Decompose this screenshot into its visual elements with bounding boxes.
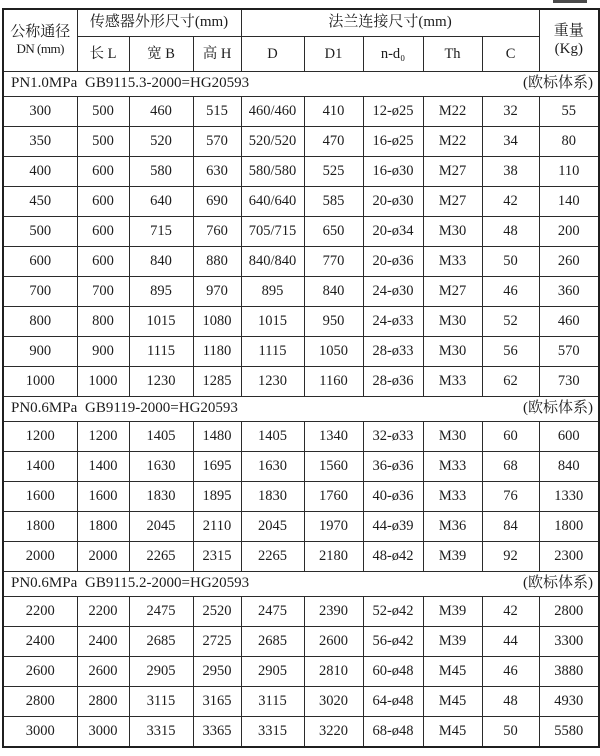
table-cell: 1050 xyxy=(304,337,363,367)
table-cell: 1405 xyxy=(241,422,304,452)
table-cell: 62 xyxy=(482,367,539,397)
table-cell: 1560 xyxy=(304,452,363,482)
table-cell: 1015 xyxy=(129,307,193,337)
table-cell: M22 xyxy=(423,127,482,157)
table-cell: 2045 xyxy=(129,512,193,542)
table-cell: M45 xyxy=(423,657,482,687)
table-cell: 20-ø36 xyxy=(363,247,423,277)
table-cell: 600 xyxy=(77,247,129,277)
table-cell: 200 xyxy=(539,217,599,247)
table-cell: 760 xyxy=(193,217,241,247)
section-row xyxy=(3,572,599,597)
table-cell: 640 xyxy=(129,187,193,217)
table-cell: M39 xyxy=(423,597,482,627)
table-cell: 3020 xyxy=(304,687,363,717)
table-cell: 2800 xyxy=(539,597,599,627)
table-cell: 2475 xyxy=(129,597,193,627)
pressure-rating-label: PN0.6MPa xyxy=(11,400,78,417)
table-cell: 520 xyxy=(129,127,193,157)
table-cell: 1600 xyxy=(77,482,129,512)
table-cell: 1800 xyxy=(539,512,599,542)
table-cell: 500 xyxy=(77,97,129,127)
table-row xyxy=(3,657,599,687)
table-cell: 2685 xyxy=(241,627,304,657)
pressure-rating-label: PN1.0MPa xyxy=(11,75,78,92)
table-cell: M30 xyxy=(423,217,482,247)
standard-code-label: GB9115.2-2000=HG20593 xyxy=(85,575,250,592)
table-cell: 2200 xyxy=(3,597,77,627)
header-nominal-diameter xyxy=(3,9,77,72)
table-cell: 2200 xyxy=(77,597,129,627)
table-cell: 3000 xyxy=(3,717,77,748)
table-cell: 410 xyxy=(304,97,363,127)
header-n-d0: n-d₀ xyxy=(363,37,423,72)
table-cell: 2110 xyxy=(193,512,241,542)
table-cell: 2000 xyxy=(3,542,77,572)
table-cell: 1160 xyxy=(304,367,363,397)
header-c: C xyxy=(482,37,539,72)
table-cell: M45 xyxy=(423,717,482,748)
table-cell: 900 xyxy=(3,337,77,367)
table-cell: 2400 xyxy=(77,627,129,657)
table-cell: 2600 xyxy=(3,657,77,687)
table-row xyxy=(3,157,599,187)
table-cell: M30 xyxy=(423,337,482,367)
table-cell: 2315 xyxy=(193,542,241,572)
table-cell: 2520 xyxy=(193,597,241,627)
header-length-l: 长 L xyxy=(77,37,129,72)
table-cell: 3165 xyxy=(193,687,241,717)
table-cell: 2810 xyxy=(304,657,363,687)
table-body xyxy=(3,72,599,748)
table-row xyxy=(3,97,599,127)
table-cell: 110 xyxy=(539,157,599,187)
table-cell: 3315 xyxy=(241,717,304,748)
table-cell: 80 xyxy=(539,127,599,157)
table-cell: M39 xyxy=(423,627,482,657)
table-cell: 16-ø30 xyxy=(363,157,423,187)
table-cell: 1330 xyxy=(539,482,599,512)
section-row xyxy=(3,72,599,97)
header-sensor-dimensions-group: 传感器外形尺寸(mm) xyxy=(77,9,241,37)
table-cell: 1180 xyxy=(193,337,241,367)
table-cell: 2725 xyxy=(193,627,241,657)
table-cell: 570 xyxy=(193,127,241,157)
standard-system-label: (欧标体系) xyxy=(523,400,594,417)
table-cell: 84 xyxy=(482,512,539,542)
table-cell: 4930 xyxy=(539,687,599,717)
table-cell: 3315 xyxy=(129,717,193,748)
table-cell: 46 xyxy=(482,277,539,307)
table-cell: 56-ø42 xyxy=(363,627,423,657)
table-cell: 600 xyxy=(539,422,599,452)
table-cell: 1830 xyxy=(241,482,304,512)
table-cell: 2265 xyxy=(241,542,304,572)
table-cell: 1760 xyxy=(304,482,363,512)
table-cell: 360 xyxy=(539,277,599,307)
header-height-h: 高 H xyxy=(193,37,241,72)
table-cell: 570 xyxy=(539,337,599,367)
header-weight-cn: 重量 xyxy=(553,23,584,40)
table-row xyxy=(3,127,599,157)
header-nominal-diameter-dn: DN (mm) xyxy=(16,40,64,56)
table-cell: M30 xyxy=(423,307,482,337)
table-cell: 1895 xyxy=(193,482,241,512)
table-cell: 2000 xyxy=(77,542,129,572)
table-row xyxy=(3,367,599,397)
table-cell: 1230 xyxy=(241,367,304,397)
table-cell: 20-ø30 xyxy=(363,187,423,217)
table-cell: 450 xyxy=(3,187,77,217)
table-cell: M33 xyxy=(423,452,482,482)
table-cell: 880 xyxy=(193,247,241,277)
table-header xyxy=(3,9,599,72)
table-cell: 44 xyxy=(482,627,539,657)
standard-code-label: GB9115.3-2000=HG20593 xyxy=(85,75,250,92)
table-cell: 580/580 xyxy=(241,157,304,187)
table-cell: 46 xyxy=(482,657,539,687)
table-cell: M39 xyxy=(423,542,482,572)
table-cell: 350 xyxy=(3,127,77,157)
table-cell: 3220 xyxy=(304,717,363,748)
table-cell: 2600 xyxy=(304,627,363,657)
table-cell: 1115 xyxy=(129,337,193,367)
table-cell: 20-ø34 xyxy=(363,217,423,247)
table-cell: 12-ø25 xyxy=(363,97,423,127)
table-cell: 580 xyxy=(129,157,193,187)
pressure-rating-label: PN0.6MPa xyxy=(11,575,78,592)
table-row xyxy=(3,452,599,482)
table-cell: 1340 xyxy=(304,422,363,452)
table-cell: M33 xyxy=(423,482,482,512)
table-cell: 1830 xyxy=(129,482,193,512)
table-row xyxy=(3,482,599,512)
table-row xyxy=(3,597,599,627)
table-cell: 48 xyxy=(482,217,539,247)
table-cell: 2685 xyxy=(129,627,193,657)
table-cell: 690 xyxy=(193,187,241,217)
header-weight xyxy=(539,9,599,72)
header-width-b: 宽 B xyxy=(129,37,193,72)
table-cell: 24-ø33 xyxy=(363,307,423,337)
table-cell: 2390 xyxy=(304,597,363,627)
table-cell: M33 xyxy=(423,247,482,277)
table-cell: 60-ø48 xyxy=(363,657,423,687)
standard-system-label: (欧标体系) xyxy=(523,575,594,592)
table-cell: 900 xyxy=(77,337,129,367)
table-cell: 28-ø33 xyxy=(363,337,423,367)
table-cell: 2600 xyxy=(77,657,129,687)
table-cell: 68 xyxy=(482,452,539,482)
table-row xyxy=(3,717,599,748)
table-cell: 34 xyxy=(482,127,539,157)
table-cell: 3300 xyxy=(539,627,599,657)
standard-system-label: (欧标体系) xyxy=(523,75,594,92)
table-cell: 1405 xyxy=(129,422,193,452)
header-nominal-diameter-cn: 公称通径 xyxy=(10,24,71,41)
table-cell: 600 xyxy=(3,247,77,277)
header-d1: D1 xyxy=(304,37,363,72)
header-weight-unit: (Kg) xyxy=(554,40,583,57)
table-cell: 460 xyxy=(539,307,599,337)
table-cell: M27 xyxy=(423,277,482,307)
table-cell: 500 xyxy=(77,127,129,157)
table-cell: 16-ø25 xyxy=(363,127,423,157)
table-cell: 48 xyxy=(482,687,539,717)
table-cell: 1200 xyxy=(3,422,77,452)
table-cell: 515 xyxy=(193,97,241,127)
table-cell: 650 xyxy=(304,217,363,247)
table-cell: 1015 xyxy=(241,307,304,337)
table-cell: 1400 xyxy=(77,452,129,482)
table-cell: 520/520 xyxy=(241,127,304,157)
table-cell: 1285 xyxy=(193,367,241,397)
table-cell: 470 xyxy=(304,127,363,157)
table-cell: 140 xyxy=(539,187,599,217)
table-cell: 500 xyxy=(3,217,77,247)
table-cell: 260 xyxy=(539,247,599,277)
table-row xyxy=(3,217,599,247)
table-cell: 52-ø42 xyxy=(363,597,423,627)
standard-code-label: GB9119-2000=HG20593 xyxy=(85,400,238,417)
table-cell: 1000 xyxy=(77,367,129,397)
table-cell: 1600 xyxy=(3,482,77,512)
table-cell: 2800 xyxy=(3,687,77,717)
table-cell: M33 xyxy=(423,367,482,397)
table-cell: 60 xyxy=(482,422,539,452)
table-cell: 3365 xyxy=(193,717,241,748)
table-row xyxy=(3,247,599,277)
table-cell: 2800 xyxy=(77,687,129,717)
table-cell: 2180 xyxy=(304,542,363,572)
table-cell: 2300 xyxy=(539,542,599,572)
section-cell xyxy=(3,397,599,422)
table-cell: 1800 xyxy=(3,512,77,542)
table-cell: 2905 xyxy=(241,657,304,687)
table-cell: M27 xyxy=(423,157,482,187)
table-cell: M27 xyxy=(423,187,482,217)
table-cell: 2400 xyxy=(3,627,77,657)
table-row xyxy=(3,542,599,572)
table-cell: 40-ø36 xyxy=(363,482,423,512)
table-cell: 56 xyxy=(482,337,539,367)
table-cell: 895 xyxy=(241,277,304,307)
section-cell xyxy=(3,72,599,97)
table-cell: 600 xyxy=(77,157,129,187)
table-cell: 770 xyxy=(304,247,363,277)
table-cell: 50 xyxy=(482,717,539,748)
table-cell: 2950 xyxy=(193,657,241,687)
table-cell: 3115 xyxy=(241,687,304,717)
table-cell: 730 xyxy=(539,367,599,397)
table-cell: 44-ø39 xyxy=(363,512,423,542)
table-cell: M36 xyxy=(423,512,482,542)
table-cell: 1400 xyxy=(3,452,77,482)
table-cell: 1970 xyxy=(304,512,363,542)
table-cell: 600 xyxy=(77,187,129,217)
table-cell: 800 xyxy=(77,307,129,337)
table-cell: 950 xyxy=(304,307,363,337)
table-cell: 32 xyxy=(482,97,539,127)
table-cell: 52 xyxy=(482,307,539,337)
section-row xyxy=(3,397,599,422)
table-cell: 24-ø30 xyxy=(363,277,423,307)
table-cell: 800 xyxy=(3,307,77,337)
table-cell: 28-ø36 xyxy=(363,367,423,397)
table-cell: 840 xyxy=(539,452,599,482)
header-th: Th xyxy=(423,37,482,72)
section-cell xyxy=(3,572,599,597)
table-row xyxy=(3,627,599,657)
table-cell: 460/460 xyxy=(241,97,304,127)
cropped-content-artifact xyxy=(553,0,587,3)
table-cell: 2265 xyxy=(129,542,193,572)
table-cell: 3115 xyxy=(129,687,193,717)
table-row xyxy=(3,187,599,217)
table-cell: 840 xyxy=(129,247,193,277)
table-row xyxy=(3,277,599,307)
table-cell: 700 xyxy=(77,277,129,307)
table-cell: 50 xyxy=(482,247,539,277)
table-row xyxy=(3,687,599,717)
dimension-spec-table xyxy=(2,8,600,748)
table-cell: M45 xyxy=(423,687,482,717)
table-cell: 2905 xyxy=(129,657,193,687)
table-cell: 2045 xyxy=(241,512,304,542)
table-cell: 460 xyxy=(129,97,193,127)
table-cell: 1080 xyxy=(193,307,241,337)
table-cell: 1630 xyxy=(129,452,193,482)
table-cell: 1695 xyxy=(193,452,241,482)
header-d: D xyxy=(241,37,304,72)
table-cell: 585 xyxy=(304,187,363,217)
table-cell: M22 xyxy=(423,97,482,127)
table-cell: 640/640 xyxy=(241,187,304,217)
table-cell: 1480 xyxy=(193,422,241,452)
table-cell: 1630 xyxy=(241,452,304,482)
table-cell: M30 xyxy=(423,422,482,452)
table-cell: 42 xyxy=(482,187,539,217)
table-cell: 840/840 xyxy=(241,247,304,277)
table-cell: 36-ø36 xyxy=(363,452,423,482)
table-cell: 1000 xyxy=(3,367,77,397)
table-cell: 895 xyxy=(129,277,193,307)
table-cell: 42 xyxy=(482,597,539,627)
table-row xyxy=(3,337,599,367)
table-cell: 32-ø33 xyxy=(363,422,423,452)
table-cell: 970 xyxy=(193,277,241,307)
table-row xyxy=(3,422,599,452)
table-cell: 3880 xyxy=(539,657,599,687)
table-cell: 92 xyxy=(482,542,539,572)
table-cell: 5580 xyxy=(539,717,599,748)
table-cell: 64-ø48 xyxy=(363,687,423,717)
table-cell: 1115 xyxy=(241,337,304,367)
table-cell: 1230 xyxy=(129,367,193,397)
table-cell: 705/715 xyxy=(241,217,304,247)
table-cell: 38 xyxy=(482,157,539,187)
table-cell: 3000 xyxy=(77,717,129,748)
table-cell: 76 xyxy=(482,482,539,512)
table-cell: 55 xyxy=(539,97,599,127)
table-cell: 1800 xyxy=(77,512,129,542)
table-cell: 68-ø48 xyxy=(363,717,423,748)
table-cell: 400 xyxy=(3,157,77,187)
table-cell: 715 xyxy=(129,217,193,247)
table-cell: 630 xyxy=(193,157,241,187)
table-cell: 525 xyxy=(304,157,363,187)
table-cell: 2475 xyxy=(241,597,304,627)
table-row xyxy=(3,512,599,542)
table-cell: 1200 xyxy=(77,422,129,452)
table-cell: 700 xyxy=(3,277,77,307)
table-cell: 840 xyxy=(304,277,363,307)
table-row xyxy=(3,307,599,337)
table-cell: 48-ø42 xyxy=(363,542,423,572)
table-cell: 600 xyxy=(77,217,129,247)
table-cell: 300 xyxy=(3,97,77,127)
header-flange-connection-group: 法兰连接尺寸(mm) xyxy=(241,9,539,37)
